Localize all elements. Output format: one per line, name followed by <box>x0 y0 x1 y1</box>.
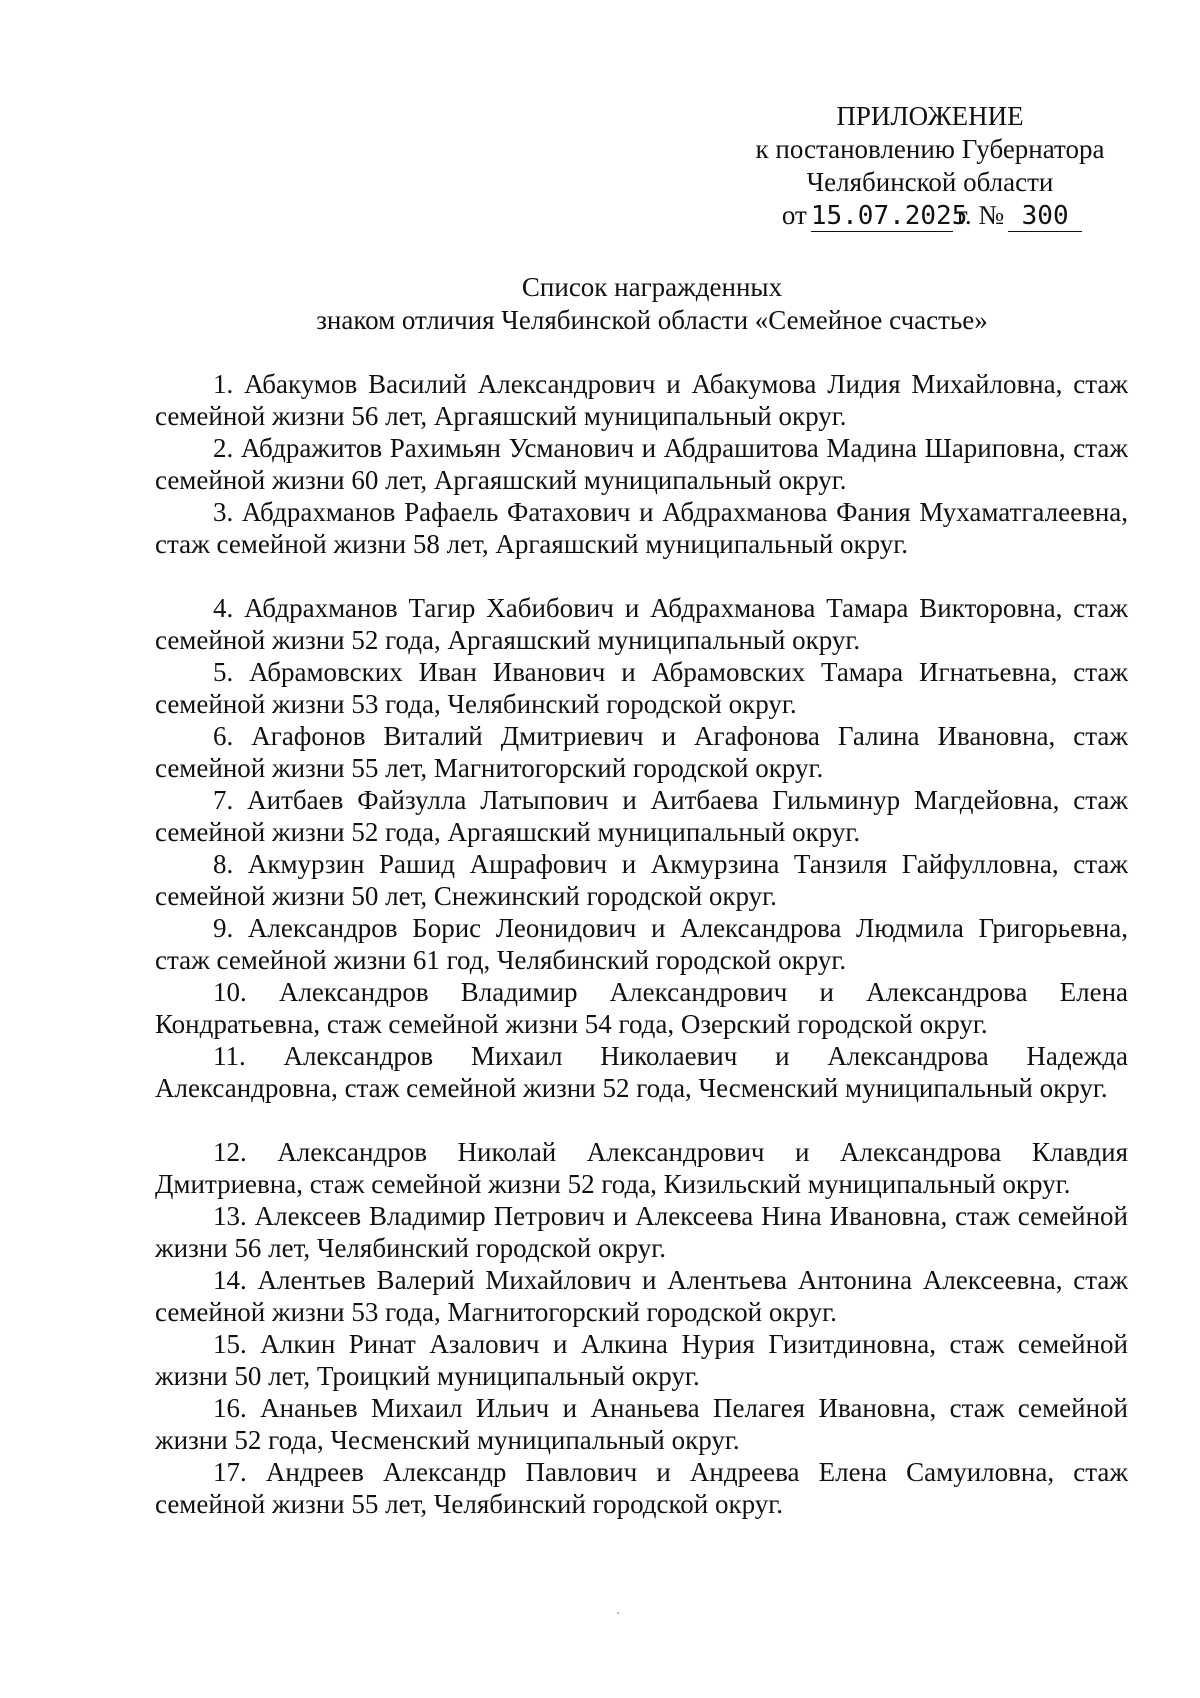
list-item <box>155 592 1128 656</box>
list-item <box>155 656 1128 720</box>
item-text: Алентьев Валерий Михайлович и Алентьева Антонина Алексеевна, стаж семейной жизни 53 года, Магнитогорский городской округ. <box>155 1265 1128 1327</box>
item-text: Ананьев Михаил Ильич и Ананьева Пелагея Ивановна, стаж семейной жизни 52 года, Чесменский муниципальный округ. <box>155 1393 1128 1455</box>
list-item <box>155 432 1128 496</box>
item-number: 9. <box>213 913 248 943</box>
title-line-1: Список награжденных <box>521 272 783 302</box>
item-number: 1. <box>213 369 245 399</box>
item-number: 8. <box>213 849 248 879</box>
item-number: 10. <box>213 977 279 1007</box>
item-text: Александров Владимир Александрович и Александрова Елена Кондратьевна, стаж семейной жизни 54 года, Озерский городской округ. <box>155 977 1129 1039</box>
list-item <box>155 1328 1128 1392</box>
item-number: 6. <box>213 721 252 751</box>
item-text: Алексеев Владимир Петрович и Алексеева Нина Ивановна, стаж семейной жизни 56 лет, Челябинский городской округ. <box>155 1201 1128 1263</box>
item-text: Абакумов Василий Александрович и Абакумова Лидия Михайловна, стаж семейной жизни 56 лет, Аргаяшский муниципальный округ. <box>155 369 1128 431</box>
list-item <box>155 912 1128 976</box>
item-text: Александров Николай Александрович и Александрова Клавдия Дмитриевна, стаж семейной жизни 52 года, Кизильский муниципальный округ. <box>155 1137 1128 1199</box>
item-text: Абдражитов Рахимьян Усманович и Абдрашитова Мадина Шариповна, стаж семейной жизни 60 лет, Аргаяшский муниципальный округ. <box>155 433 1129 495</box>
item-number: 14. <box>213 1265 258 1295</box>
date-prefix: от <box>781 200 807 230</box>
title-line-2: знаком отличия Челябинской области «Семейное счастье» <box>316 305 988 335</box>
item-number: 13. <box>213 1201 255 1231</box>
item-text: Александров Михаил Николаевич и Александрова Надежда Александровна, стаж семейной жизни 52 года, Чесменский муниципальный округ. <box>155 1041 1128 1103</box>
item-number: 12. <box>213 1137 278 1167</box>
list-item <box>155 1392 1128 1456</box>
item-text: Абрамовских Иван Иванович и Абрамовских Тамара Игнатьевна, стаж семейной жизни 53 года, Челябинский городской округ. <box>155 657 1128 719</box>
item-text: Аитбаев Файзулла Латыпович и Аитбаева Гильминур Магдейовна, стаж семейной жизни 52 года, Аргаяшский муниципальный округ. <box>155 785 1129 847</box>
appendix-line-2: к постановлению Губернатора <box>755 134 1105 164</box>
item-number: 15. <box>213 1329 261 1359</box>
list-item <box>155 784 1128 848</box>
appendix-label: ПРИЛОЖЕНИЕ <box>836 101 1024 131</box>
appendix-header <box>740 100 1120 232</box>
list-item <box>155 368 1128 432</box>
list-item <box>155 1200 1128 1264</box>
item-number: 7. <box>213 785 248 815</box>
list-item <box>155 720 1128 784</box>
item-number: 5. <box>213 657 250 687</box>
item-number: 16. <box>213 1393 261 1423</box>
item-text: Александров Борис Леонидович и Александрова Людмила Григорьевна, стаж семейной жизни 61 год, Челябинский городской округ. <box>155 913 1129 975</box>
list-item <box>155 496 1128 592</box>
awardees-list <box>155 368 1128 1520</box>
document-title <box>150 271 1154 337</box>
decree-date-line <box>740 199 1120 232</box>
item-text: Андреев Александр Павлович и Андреева Елена Самуиловна, стаж семейной жизни 55 лет, Челябинский городской округ. <box>155 1457 1129 1519</box>
appendix-line-3: Челябинской области <box>806 167 1054 197</box>
item-text: Абдрахманов Рафаель Фатахович и Абдрахманова Фания Мухаматгалеевна, стаж семейной жизни 58 лет, Аргаяшский муниципальный округ. <box>155 497 1128 559</box>
item-text: Абдрахманов Тагир Хабибович и Абдрахманова Тамара Викторовна, стаж семейной жизни 52 года, Аргаяшский муниципальный округ. <box>155 593 1129 655</box>
list-item <box>155 1264 1128 1328</box>
decree-number: 300 <box>1008 201 1082 232</box>
decree-date: 15.07.2025 <box>810 201 968 231</box>
item-number: 3. <box>213 497 242 527</box>
list-item <box>155 848 1128 912</box>
item-number: 2. <box>213 433 241 463</box>
list-item <box>155 1136 1128 1200</box>
item-text: Акмурзин Рашид Ашрафович и Акмурзина Танзиля Гайфулловна, стаж семейной жизни 50 лет, Снежинский городской округ. <box>155 849 1129 911</box>
scan-dot <box>617 1612 619 1614</box>
item-number: 11. <box>213 1041 284 1071</box>
date-suffix: г. № <box>956 200 1005 230</box>
list-item <box>155 976 1128 1040</box>
item-text: Алкин Ринат Азалович и Алкина Нурия Гизитдиновна, стаж семейной жизни 50 лет, Троицкий муниципальный округ. <box>155 1329 1128 1391</box>
list-item <box>155 1456 1128 1520</box>
item-number: 4. <box>213 593 245 623</box>
item-number: 17. <box>213 1457 266 1487</box>
list-item <box>155 1040 1128 1136</box>
item-text: Агафонов Виталий Дмитриевич и Агафонова Галина Ивановна, стаж семейной жизни 55 лет, Магнитогорский городской округ. <box>155 721 1128 783</box>
